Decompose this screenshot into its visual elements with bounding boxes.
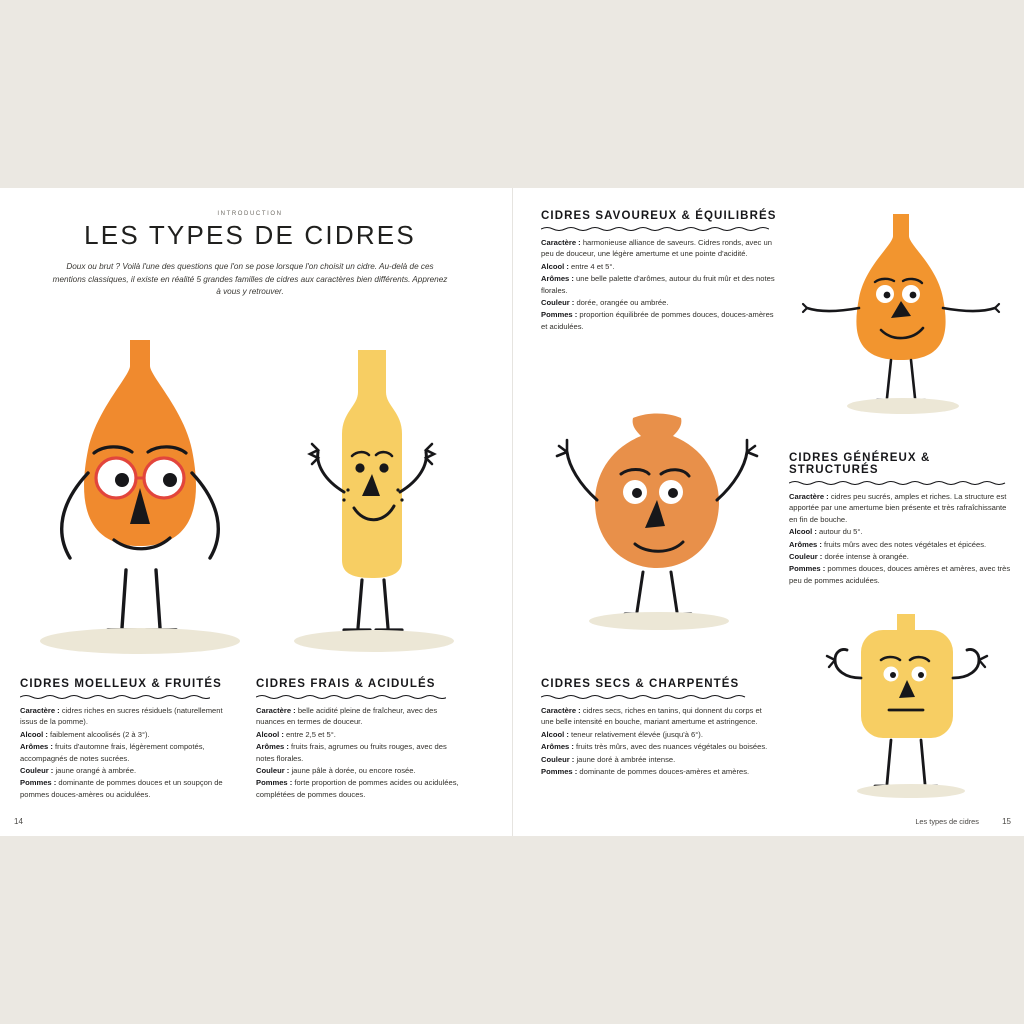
section-body	[789, 491, 1015, 586]
section-secs	[541, 678, 771, 778]
value-pommes: proportion équilibrée de pommes douces, douces-amères et acidulées.	[541, 310, 774, 331]
section-body	[256, 705, 461, 800]
label-alcool: Alcool :	[541, 729, 569, 739]
label-aromes: Arômes :	[541, 274, 574, 284]
squiggle-divider	[541, 694, 747, 699]
label-aromes: Arômes :	[789, 539, 822, 549]
character-frais	[272, 340, 472, 680]
label-couleur: Couleur :	[20, 765, 54, 775]
label-pommes: Pommes :	[541, 310, 578, 320]
page-header	[40, 202, 460, 299]
label-couleur: Couleur :	[541, 297, 575, 307]
label-aromes: Arômes :	[20, 742, 53, 752]
value-aromes: une belle palette d'arômes, autour du fruit mûr et des notes florales.	[541, 274, 775, 295]
value-pommes: pommes douces, douces amères et amères, avec très peu de pommes acidulées.	[789, 564, 1011, 585]
value-alcool: faiblement alcoolisés (2 à 3°).	[49, 729, 150, 739]
label-pommes: Pommes :	[20, 778, 57, 788]
value-alcool: autour du 5°.	[818, 527, 863, 537]
section-title: CIDRES MOELLEUX & FRUITÉS	[20, 678, 222, 690]
squiggle-divider	[541, 226, 769, 231]
page-number-left: 14	[14, 817, 23, 826]
section-body	[541, 237, 781, 332]
character-savoureux	[801, 202, 1001, 432]
character-moelleux	[30, 328, 250, 678]
label-couleur: Couleur :	[256, 765, 290, 775]
label-caractere: Caractère :	[541, 238, 581, 247]
value-alcool: entre 4 et 5°.	[570, 261, 615, 271]
value-aromes: fruits mûrs avec des notes végétales et épicées.	[824, 539, 987, 549]
section-savoureux	[541, 210, 781, 333]
value-caractere: cidres riches en sucres résiduels (naturellement issus de la pomme).	[20, 706, 223, 727]
section-title: CIDRES GÉNÉREUX & STRUCTURÉS	[789, 452, 931, 476]
page-number-right: 15	[1002, 817, 1011, 826]
squiggle-divider	[789, 480, 1011, 485]
label-aromes: Arômes :	[541, 742, 574, 752]
label-alcool: Alcool :	[789, 527, 817, 537]
value-caractere: cidres peu sucrés, amples et riches. La structure est apportée par une amertume bien présente et très rafraîchissante en fin de bouche.	[789, 492, 1007, 524]
section-moelleux	[20, 678, 235, 801]
value-caractere: harmonieuse alliance de saveurs. Cidres ronds, avec un peu de douceur, une légère amertume et une pointe d'acidité.	[541, 238, 772, 259]
label-caractere: Caractère :	[256, 706, 296, 715]
squiggle-divider	[20, 694, 210, 699]
moelleux-illustration	[30, 328, 250, 678]
label-alcool: Alcool :	[20, 729, 48, 739]
right-page	[512, 188, 1024, 836]
value-aromes: fruits très mûrs, avec des nuances végétales ou boisées.	[576, 742, 768, 752]
genereux-illustration	[531, 404, 783, 644]
section-body	[20, 705, 235, 800]
value-alcool: teneur relativement élevée (jusqu'à 6°).	[570, 729, 703, 739]
character-shadow	[40, 628, 240, 654]
value-couleur: dorée, orangée ou ambrée.	[576, 297, 669, 307]
left-page	[0, 188, 512, 836]
running-footer: Les types de cidres	[915, 817, 979, 826]
frais-illustration	[272, 340, 472, 680]
deck-text: Doux ou brut ? Voilà l'une des questions que l'on se pose lorsque l'on choisit un cidre. Au-delà de ces mentions classiques, il existe en réalité 5 grandes familles de cidres aux caractères bien différents. Apprenez à vous y retrouver.	[52, 262, 448, 297]
section-frais	[256, 678, 461, 801]
label-couleur: Couleur :	[789, 551, 823, 561]
label-caractere: Caractère :	[541, 706, 581, 715]
page-title: LES TYPES DE CIDRES	[84, 220, 416, 250]
value-pommes: dominante de pommes douces et un soupçon de pommes douces-amères ou acidulées.	[20, 778, 223, 799]
label-aromes: Arômes :	[256, 742, 289, 752]
value-aromes: fruits frais, agrumes ou fruits rouges, avec des notes florales.	[256, 742, 447, 763]
label-pommes: Pommes :	[789, 564, 826, 574]
value-pommes: dominante de pommes douces-amères et amères.	[579, 766, 750, 776]
section-body	[541, 705, 771, 777]
label-caractere: Caractère :	[789, 492, 829, 501]
value-caractere: cidres secs, riches en tanins, qui donnent du corps et une belle intensité en bouche, mariant amertume et astringence.	[541, 706, 762, 727]
value-couleur: jaune doré à ambrée intense.	[576, 754, 676, 764]
character-shadow	[589, 612, 729, 630]
section-genereux	[789, 452, 1015, 587]
section-title: CIDRES SECS & CHARPENTÉS	[541, 678, 740, 690]
book-spread	[0, 188, 1024, 836]
value-caractere: belle acidité pleine de fraîcheur, avec des nuances en termes de douceur.	[256, 706, 438, 727]
label-alcool: Alcool :	[256, 729, 284, 739]
character-secs	[805, 608, 1005, 818]
label-alcool: Alcool :	[541, 261, 569, 271]
value-couleur: jaune orangé à ambrée.	[55, 765, 137, 775]
label-pommes: Pommes :	[541, 766, 578, 776]
character-shadow	[847, 398, 959, 414]
character-genereux	[531, 404, 783, 644]
section-title: CIDRES SAVOUREUX & ÉQUILIBRÉS	[541, 210, 777, 222]
value-couleur: jaune pâle à dorée, ou encore rosée.	[291, 765, 416, 775]
character-shadow	[857, 784, 965, 798]
value-aromes: fruits d'automne frais, légèrement compotés, accompagnés de notes sucrées.	[20, 742, 205, 763]
value-alcool: entre 2,5 et 5°.	[285, 729, 336, 739]
label-caractere: Caractère :	[20, 706, 60, 715]
character-shadow	[294, 630, 454, 652]
kicker: INTRODUCTION	[217, 211, 283, 217]
value-couleur: dorée intense à orangée.	[824, 551, 909, 561]
section-title: CIDRES FRAIS & ACIDULÉS	[256, 678, 436, 690]
label-couleur: Couleur :	[541, 754, 575, 764]
label-pommes: Pommes :	[256, 778, 293, 788]
value-pommes: forte proportion de pommes acides ou acidulées, complétées de pommes douces.	[256, 778, 459, 799]
squiggle-divider	[256, 694, 446, 699]
